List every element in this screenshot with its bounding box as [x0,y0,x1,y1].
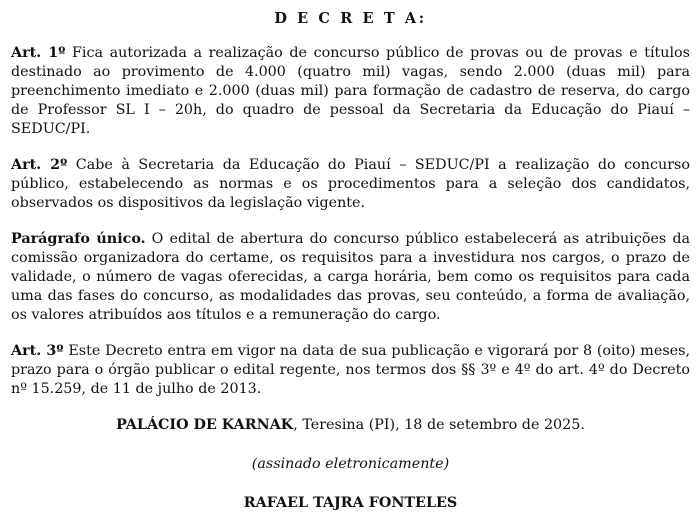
article-1 [11,44,690,139]
palace-name: PALÁCIO DE KARNAK [116,417,294,433]
article-3 [11,342,690,399]
article-3-label: Art. 3º [11,343,64,359]
article-3-text: Este Decreto entra em vigor na data de sua publicação e vigorará por 8 (oito) meses, prazo para o órgão publicar o edital regente, nos termos dos §§ 3º e 4º do art. 4º do Decreto nº 15.259, de 11 de julho de 2013. [11,343,691,397]
decree-heading: D E C R E T A: [274,10,427,27]
article-2-text: Cabe à Secretaria da Educação do Piauí – SEDUC/PI a realização do concurso público, estabelecendo as normas e os procedimentos para a seleção dos candidatos, observados os dispositivos da legislação vigente. [11,157,690,211]
article-1-label: Art. 1º [11,45,66,61]
article-2-label: Art. 2º [11,157,68,173]
signed-electronically-note: (assinado eletronicamente) [251,456,450,472]
place-date-line [11,416,690,435]
sole-paragraph [11,230,690,325]
article-2 [11,156,690,213]
place-date: , Teresina (PI), 18 de setembro de 2025. [293,417,585,433]
article-1-text: Fica autorizada a realização de concurso público de provas ou de provas e títulos destinado ao provimento de 4.000 (quatro mil) vagas, sendo 2.000 (duas mil) para preenchimento imediato e 2.000 (duas mil) para formação de cadastro de reserva, do cargo de Professor SL I – 20h, do quadro de pessoal da Secretaria da Educação do Piauí – SEDUC/PI. [11,45,690,137]
sole-paragraph-text: O edital de abertura do concurso público estabelecerá as atribuições da comissão organizadora do certame, os requisitos para a investidura nos cargos, o prazo de validade, o número de vagas oferecidas, a carga horária, bem como os requisitos para cada uma das fases do concurso, as modalidades das provas, seu conteúdo, a forma de avaliação, os valores atribuídos aos títulos e a remuneração do cargo. [11,231,690,323]
signer-name: RAFAEL TAJRA FONTELES [243,495,458,511]
sole-paragraph-label: Parágrafo único. [11,231,146,247]
